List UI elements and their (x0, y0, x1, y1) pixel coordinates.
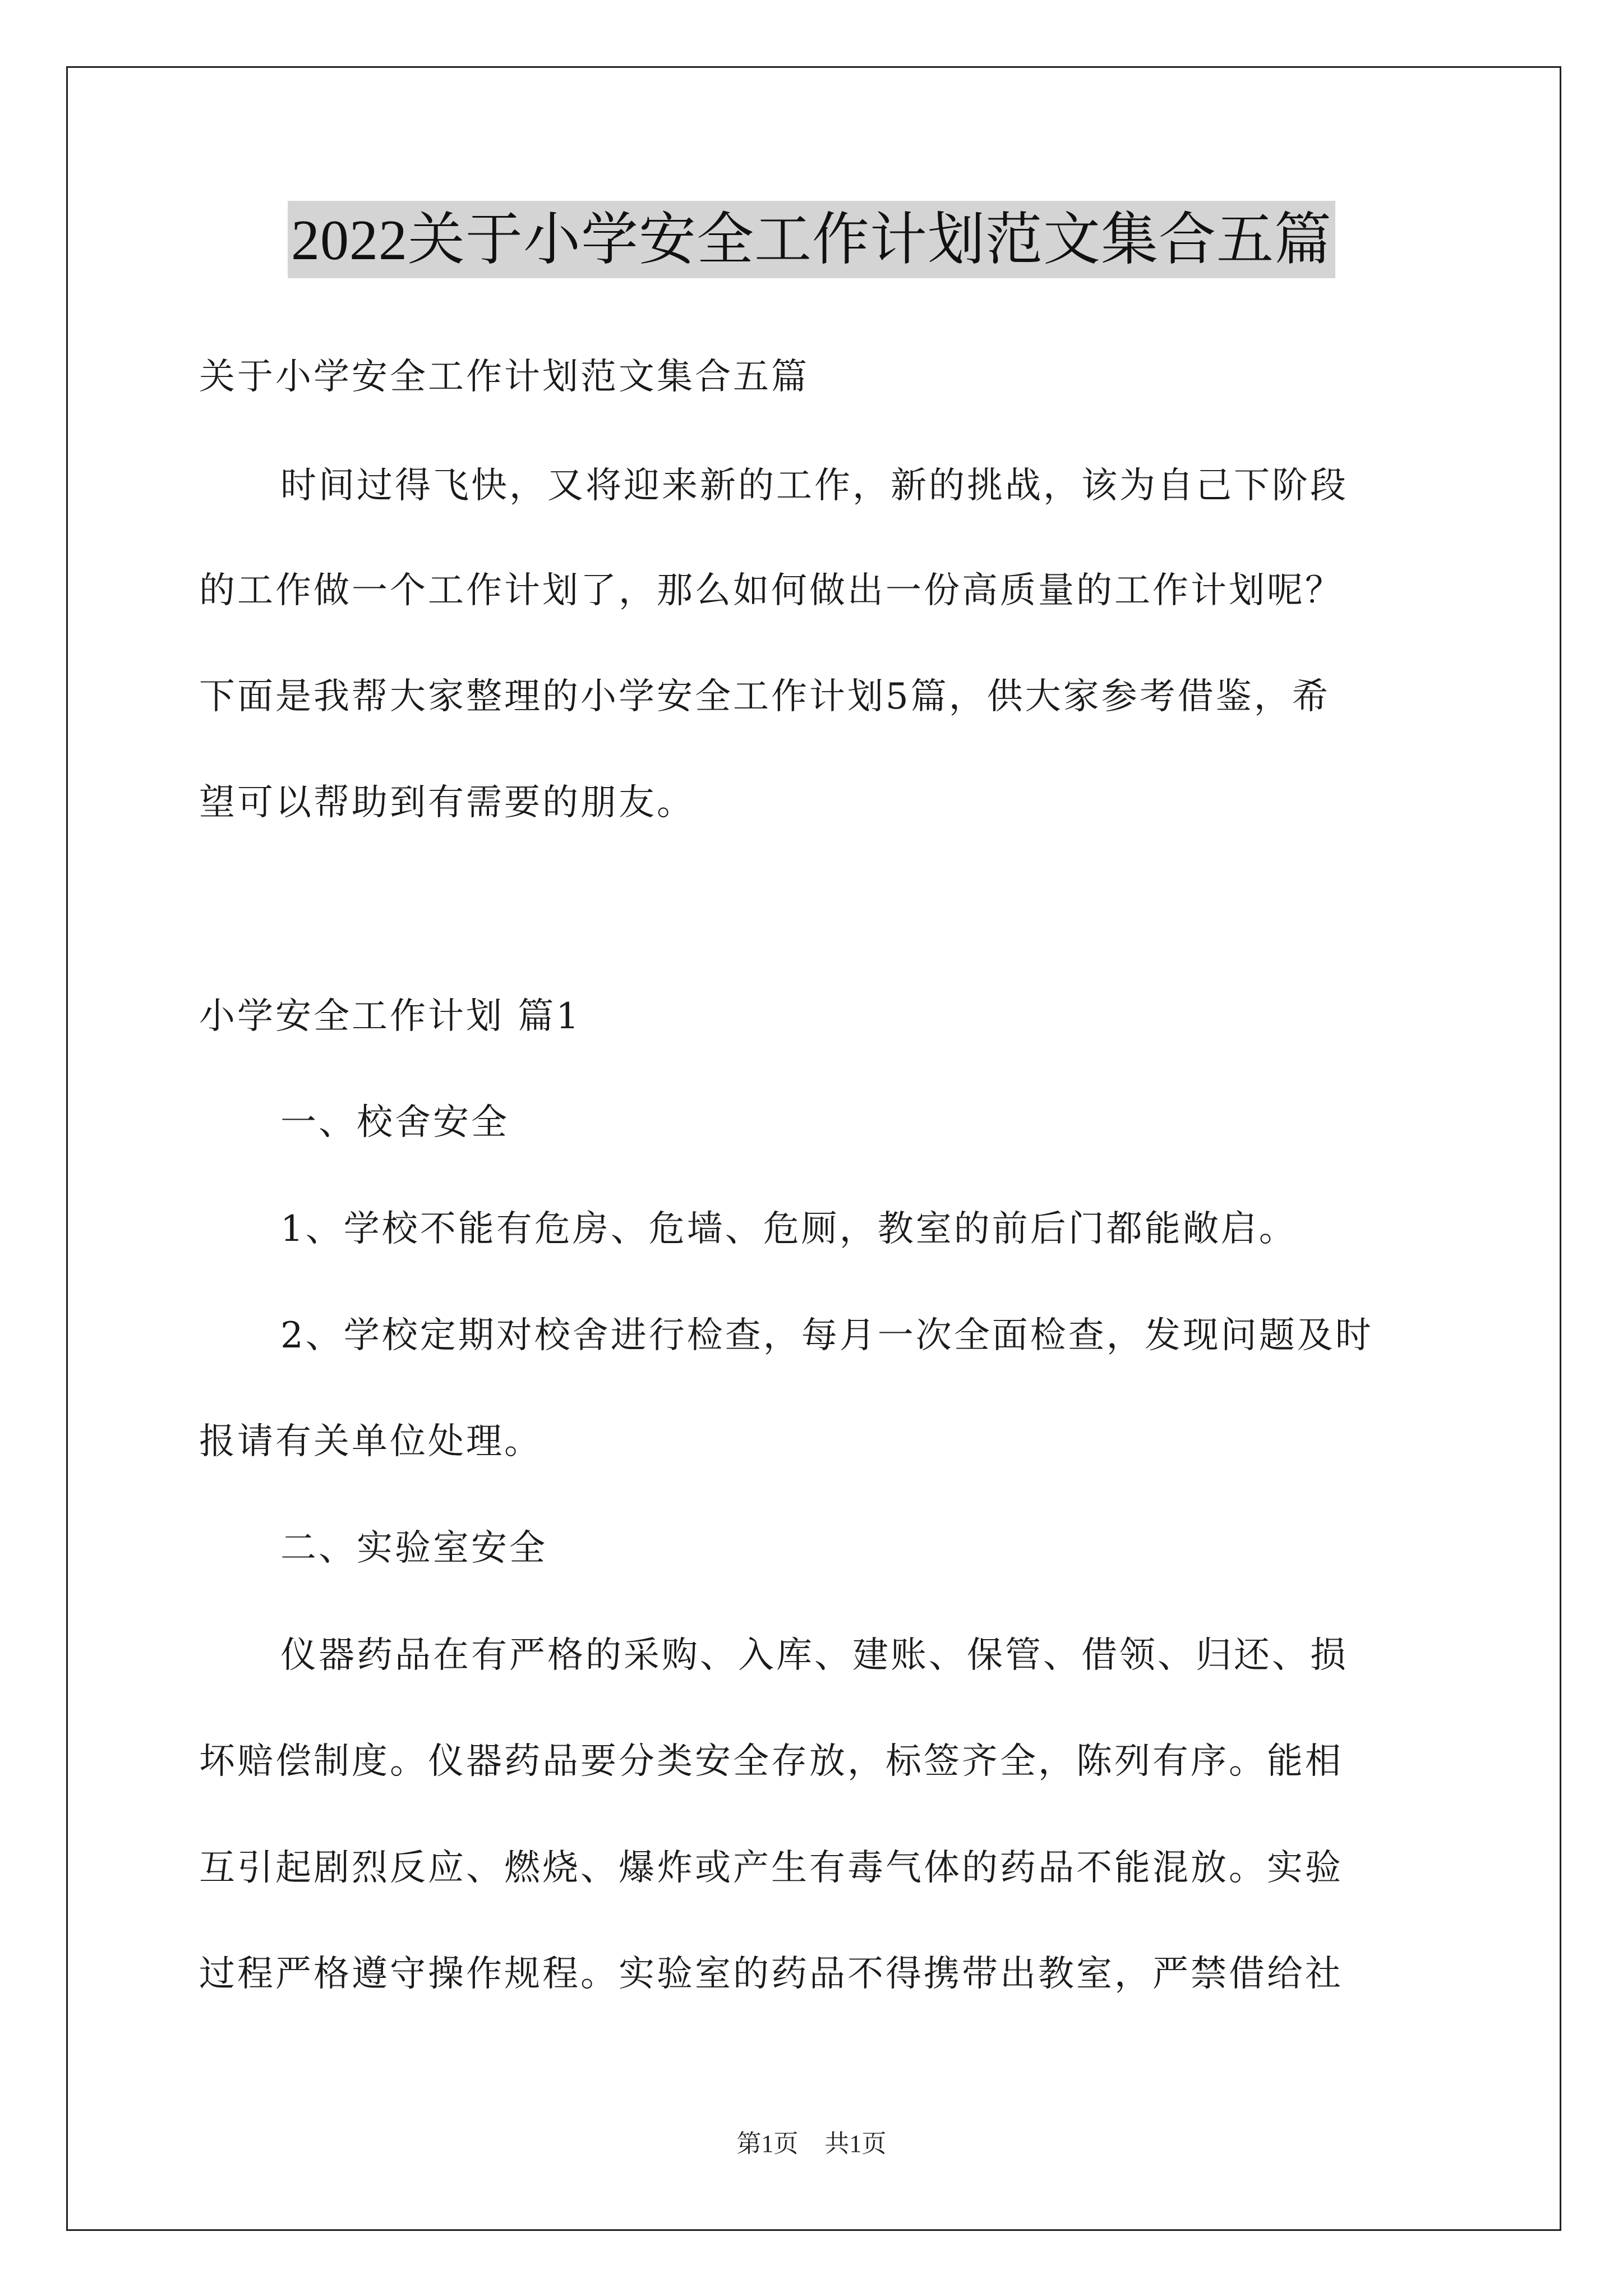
subtitle-line: 关于小学安全工作计划范文集合五篇 (199, 356, 809, 398)
title-container (0, 201, 1623, 278)
document-title: 2022关于小学安全工作计划范文集合五篇 (288, 201, 1335, 278)
subsection-heading: 二、实验室安全 (280, 1527, 547, 1569)
body-line: 下面是我帮大家整理的小学安全工作计划5篇，供大家参考借鉴，希 (199, 676, 1330, 717)
body-line: 2、学校定期对校舍进行检查，每月一次全面检查，发现问题及时 (280, 1315, 1373, 1356)
body-line: 时间过得飞快，又将迎来新的工作，新的挑战，该为自己下阶段 (280, 465, 1348, 507)
body-line: 的工作做一个工作计划了，那么如何做出一份高质量的工作计划呢？ (199, 570, 1343, 611)
subsection-heading: 一、校舍安全 (280, 1102, 509, 1143)
page-number: 第1页 (736, 2130, 799, 2157)
body-line: 报请有关单位处理。 (199, 1421, 542, 1462)
body-line: 仪器药品在有严格的采购、入库、建账、保管、借领、归还、损 (280, 1635, 1348, 1676)
body-line: 望可以帮助到有需要的朋友。 (199, 782, 695, 823)
body-line: 坏赔偿制度。仪器药品要分类安全存放，标签齐全，陈列有序。能相 (199, 1741, 1343, 1782)
body-line: 过程严格遵守操作规程。实验室的药品不得携带出教室，严禁借给社 (199, 1953, 1343, 1995)
section-heading: 小学安全工作计划 篇1 (199, 996, 582, 1037)
page-total: 共1页 (824, 2130, 887, 2157)
body-line: 互引起剧烈反应、燃烧、爆炸或产生有毒气体的药品不能混放。实验 (199, 1847, 1343, 1889)
body-line: 1、学校不能有危房、危墙、危厕，教室的前后门都能敞启。 (280, 1208, 1297, 1250)
page-footer (0, 2128, 1623, 2160)
